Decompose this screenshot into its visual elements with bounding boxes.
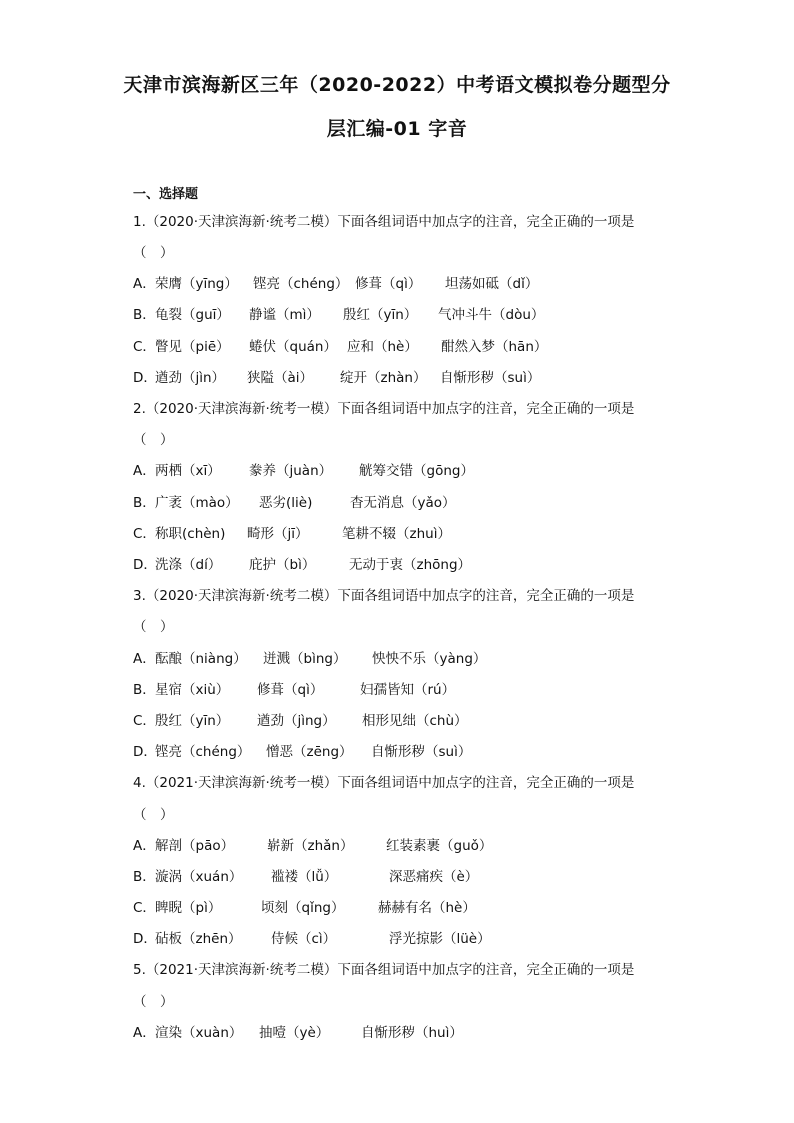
option-word: 广袤（mào） xyxy=(155,495,239,511)
option-letter: C． xyxy=(133,900,156,916)
question-1-stem: 1.（2020·天津滨海新·统考二模）下面各组词语中加点字的注音，完全正确的一项是 xyxy=(133,214,635,230)
question-2-answer-paren: （ ） xyxy=(133,432,174,448)
option-word: 修葺（qì） xyxy=(355,276,422,292)
option-letter: A． xyxy=(133,651,156,667)
option-word: 渲染（xuàn） xyxy=(155,1025,243,1041)
question-3-option-a xyxy=(133,650,487,668)
option-word: 遒劲（jìn） xyxy=(155,370,226,386)
option-word: 气冲斗牛（dòu） xyxy=(438,307,545,323)
question-4-option-c xyxy=(133,899,476,917)
option-word: 自惭形秽（suì） xyxy=(440,370,541,386)
option-word: 解剖（pāo） xyxy=(155,838,235,854)
question-2-option-d xyxy=(133,556,472,574)
option-word: 殷红（yīn） xyxy=(343,307,418,323)
question-3-stem: 3.（2020·天津滨海新·统考二模）下面各组词语中加点字的注音，完全正确的一项是 xyxy=(133,588,635,604)
option-word: 无动于衷（zhōng） xyxy=(349,557,472,573)
option-word: 笔耕不辍（zhuì） xyxy=(342,526,451,542)
option-letter: B． xyxy=(133,869,156,885)
option-word: 顷刻（qǐng） xyxy=(261,900,345,916)
question-3-option-c xyxy=(133,712,468,730)
option-letter: D． xyxy=(133,370,157,386)
option-word: 蜷伏（quán） xyxy=(249,339,337,355)
option-word: 绽开（zhàn） xyxy=(340,370,427,386)
option-word: 酣然入梦（hān） xyxy=(441,339,548,355)
question-2-stem: 2.（2020·天津滨海新·统考一模）下面各组词语中加点字的注音，完全正确的一项是 xyxy=(133,401,635,417)
option-letter: B． xyxy=(133,307,156,323)
option-word: 妇孺皆知（rú） xyxy=(360,682,456,698)
option-word: 静谧（mì） xyxy=(249,307,320,323)
question-2-option-c xyxy=(133,525,451,543)
option-word: 赫赫有名（hè） xyxy=(378,900,476,916)
question-4-option-b xyxy=(133,868,479,886)
option-word: 两栖（xī） xyxy=(155,463,221,479)
question-3-option-b xyxy=(133,681,456,699)
question-1-option-c xyxy=(133,338,548,356)
option-word: 深恶痛疾（è） xyxy=(389,869,479,885)
option-letter: C． xyxy=(133,339,156,355)
question-4-option-a xyxy=(133,837,493,855)
document-title-line-1: 天津市滨海新区三年（2020-2022）中考语文模拟卷分题型分 xyxy=(123,74,671,96)
option-word: 遒劲（jìng） xyxy=(257,713,336,729)
question-1-option-b xyxy=(133,306,545,324)
option-word: 自惭形秽（suì） xyxy=(371,744,472,760)
question-1-answer-paren: （ ） xyxy=(133,245,174,261)
option-word: 浮光掠影（lüè） xyxy=(389,931,491,947)
option-letter: D． xyxy=(133,557,157,573)
option-word: 杳无消息（yǎo） xyxy=(350,495,456,511)
option-word: 褴褛（lǚ） xyxy=(271,869,338,885)
option-letter: A． xyxy=(133,276,156,292)
question-5-answer-paren: （ ） xyxy=(133,994,174,1010)
question-1-option-a xyxy=(133,275,539,293)
option-word: 砧板（zhēn） xyxy=(155,931,242,947)
option-letter: C． xyxy=(133,713,156,729)
option-letter: D． xyxy=(133,744,157,760)
option-letter: C． xyxy=(133,526,156,542)
option-letter: A． xyxy=(133,838,156,854)
question-3-answer-paren: （ ） xyxy=(133,619,174,635)
option-word: 瞥见（piē） xyxy=(155,339,230,355)
option-letter: D． xyxy=(133,931,157,947)
option-word: 睥睨（pì） xyxy=(155,900,222,916)
option-word: 憎恶（zēng） xyxy=(266,744,353,760)
question-3-option-d xyxy=(133,743,472,761)
option-letter: A． xyxy=(133,1025,156,1041)
option-word: 铿亮（chéng） xyxy=(155,744,251,760)
option-word: 洗涤（dí） xyxy=(155,557,222,573)
question-1-option-d xyxy=(133,369,541,387)
question-4-answer-paren: （ ） xyxy=(133,807,174,823)
option-word: 修葺（qì） xyxy=(257,682,324,698)
option-word: 庇护（bì） xyxy=(249,557,316,573)
option-letter: B． xyxy=(133,682,156,698)
option-word: 荣膺（yīng） xyxy=(155,276,238,292)
question-4-option-d xyxy=(133,930,491,948)
option-letter: B． xyxy=(133,495,156,511)
question-2-option-b xyxy=(133,494,456,512)
section-heading: 一、选择题 xyxy=(133,187,199,202)
option-word: 坦荡如砥（dǐ） xyxy=(445,276,539,292)
option-word: 抽噎（yè） xyxy=(259,1025,330,1041)
option-word: 相形见绌（chù） xyxy=(362,713,468,729)
option-word: 星宿（xiù） xyxy=(155,682,230,698)
option-word: 应和（hè） xyxy=(347,339,418,355)
document-title-line-2: 层汇编-01 字音 xyxy=(326,118,468,140)
option-word: 崭新（zhǎn） xyxy=(267,838,354,854)
option-word: 红装素裹（guǒ） xyxy=(386,838,493,854)
option-word: 恶劣(liè) xyxy=(259,495,313,511)
option-word: 铿亮（chéng） xyxy=(253,276,349,292)
option-word: 怏怏不乐（yàng） xyxy=(372,651,487,667)
option-word: 迸溅（bìng） xyxy=(263,651,347,667)
question-5-option-a xyxy=(133,1024,463,1042)
option-word: 狭隘（ài） xyxy=(247,370,314,386)
option-word: 酝酿（niàng） xyxy=(155,651,247,667)
option-word: 龟裂（guī） xyxy=(155,307,230,323)
option-word: 殷红（yīn） xyxy=(155,713,230,729)
option-word: 侍候（cì） xyxy=(271,931,337,947)
option-word: 畸形（jī） xyxy=(247,526,309,542)
question-2-option-a xyxy=(133,462,474,480)
option-word: 漩涡（xuán） xyxy=(155,869,243,885)
option-word: 觥筹交错（gōng） xyxy=(359,463,474,479)
option-word: 称职(chèn) xyxy=(155,526,226,542)
option-letter: A． xyxy=(133,463,156,479)
option-word: 豢养（juàn） xyxy=(249,463,333,479)
question-5-stem: 5.（2021·天津滨海新·统考二模）下面各组词语中加点字的注音，完全正确的一项是 xyxy=(133,962,635,978)
option-word: 自惭形秽（huì） xyxy=(361,1025,463,1041)
question-4-stem: 4.（2021·天津滨海新·统考一模）下面各组词语中加点字的注音，完全正确的一项是 xyxy=(133,775,635,791)
